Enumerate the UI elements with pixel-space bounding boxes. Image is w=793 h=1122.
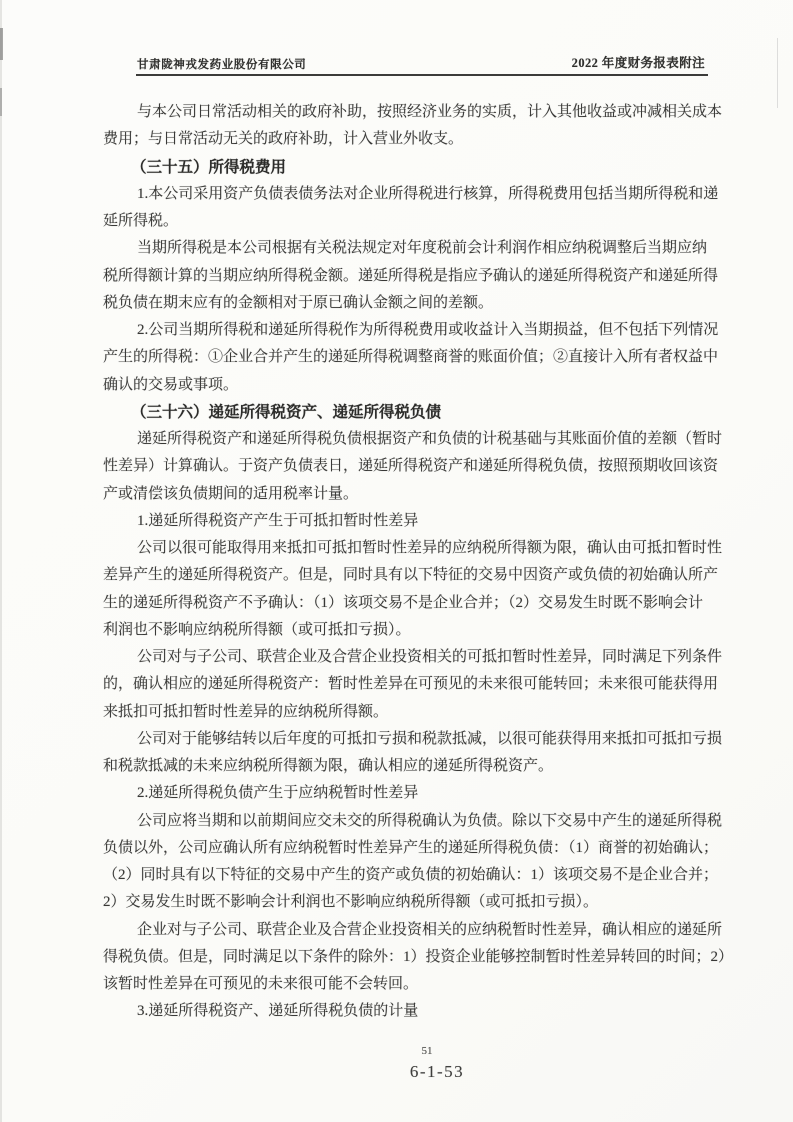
text-line: 公司对与子公司、联营企业及合营企业投资相关的可抵扣暂时性差异，同时满足下列条件 bbox=[137, 649, 723, 665]
scan-edge-artifact bbox=[0, 0, 2, 1122]
text-line: 性差异）计算确认。于资产负债表日，递延所得税资产和递延所得税负债，按照预期收回该资 bbox=[103, 458, 719, 475]
text-line: 3.递延所得税资产、递延所得税负债的计量 bbox=[137, 1003, 419, 1020]
text-line: 2.递延所得税负债产生于应纳税暂时性差异 bbox=[137, 785, 419, 802]
text-line: （三十五）所得税费用 bbox=[131, 158, 287, 176]
text-line: 延所得税。 bbox=[103, 213, 179, 229]
document-body bbox=[103, 99, 734, 1026]
text-line: 递延所得税资产和递延所得税负债根据资产和负债的计税基础与其账面价值的差额（暂时 bbox=[137, 431, 723, 447]
text-line: 产或清偿该负债期间的适用税率计量。 bbox=[103, 485, 359, 502]
page-number: 51 bbox=[421, 1045, 433, 1057]
text-line: 2.公司当期所得税和递延所得税作为所得税费用或收益计入当期损益，但不包括下列情况 bbox=[137, 322, 719, 338]
scan-streak-artifact bbox=[777, 38, 778, 108]
text-line: 利润也不影响应纳税所得额（或可抵扣亏损）。 bbox=[103, 621, 411, 638]
text-line: 负债以外，公司应确认所有应纳税暂时性差异产生的递延所得税负债：（1）商誉的初始确认； bbox=[103, 839, 719, 856]
text-line: 1.递延所得税资产产生于可抵扣暂时性差异 bbox=[137, 512, 419, 529]
text-line: 公司对于能够结转以后年度的可抵扣亏损和税款抵减，以很可能获得用来抵扣可抵扣亏损 bbox=[137, 730, 723, 747]
text-line: 和税款抵减的未来应纳税所得额为限，确认相应的递延所得税资产。 bbox=[103, 758, 554, 774]
text-line: 2）交易发生时既不影响会计利润也不影响应纳税所得额（或可抵扣亏损）。 bbox=[103, 894, 599, 911]
header-company-name: 甘肃陇神戎发药业股份有限公司 bbox=[137, 59, 307, 71]
text-line: 生的递延所得税资产不予确认：（1）该项交易不是企业合并；（2）交易发生时既不影响会计 bbox=[103, 594, 704, 611]
text-line: 税负债在期末应有的金额相对于原已确认金额之间的差额。 bbox=[103, 294, 494, 311]
text-line: 得税负债。但是，同时满足以下条件的除外：1）投资企业能够控制暂时性差异转回的时间；2） bbox=[103, 948, 734, 965]
text-line: 企业对与子公司、联营企业及合营企业投资相关的应纳税暂时性差异，确认相应的递延所 bbox=[137, 921, 723, 938]
text-line: 与本公司日常活动相关的政府补助，按照经济业务的实质，计入其他收益或冲减相关成本 bbox=[137, 104, 723, 120]
text-line: 产生的所得税：①企业合并产生的递延所得税调整商誉的账面价值；②直接计入所有者权益中 bbox=[103, 349, 719, 366]
text-line: （三十六）递延所得税资产、递延所得税负债 bbox=[131, 403, 442, 421]
text-line: 当期所得税是本公司根据有关税法规定对年度税前会计利润作相应纳税调整后当期应纳 bbox=[137, 240, 708, 257]
text-line: 该暂时性差异在可预见的未来很可能不会转回。 bbox=[103, 976, 419, 992]
text-line: 税所得额计算的当期应纳所得税金额。递延所得税是指应予确认的递延所得税资产和递延所得 bbox=[103, 267, 719, 284]
text-line: 费用；与日常活动无关的政府补助，计入营业外收支。 bbox=[103, 131, 464, 148]
text-line: （2）同时具有以下特征的交易中产生的资产或负债的初始确认：1）该项交易不是企业合并； bbox=[103, 867, 719, 883]
text-line: 1.本公司采用资产负债表债务法对企业所得税进行核算，所得税费用包括当期所得税和递 bbox=[137, 185, 719, 202]
scan-mark-artifact bbox=[0, 88, 2, 116]
text-line: 公司应将当期和以前期间应交未交的所得税确认为负债。除以下交易中产生的递延所得税 bbox=[137, 812, 723, 829]
header-rule bbox=[136, 74, 708, 76]
scan-mark-artifact bbox=[0, 28, 3, 60]
text-line: 公司以很可能取得用来抵扣可抵扣暂时性差异的应纳税所得额为限，确认由可抵扣暂时性 bbox=[137, 540, 723, 556]
text-line: 确认的交易或事项。 bbox=[103, 376, 239, 393]
text-line: 差异产生的递延所得税资产。但是，同时具有以下特征的交易中因资产或负债的初始确认所产 bbox=[103, 567, 719, 584]
text-line: 来抵扣可抵扣暂时性差异的应纳税所得额。 bbox=[103, 703, 389, 720]
doc-page-number: 6-1-53 bbox=[409, 1062, 465, 1081]
header-doc-title: 2022 年度财务报表附注 bbox=[571, 56, 705, 70]
text-line: 的，确认相应的递延所得税资产：暂时性差异在可预见的未来很可能转回；未来很可能获得用 bbox=[103, 676, 719, 693]
